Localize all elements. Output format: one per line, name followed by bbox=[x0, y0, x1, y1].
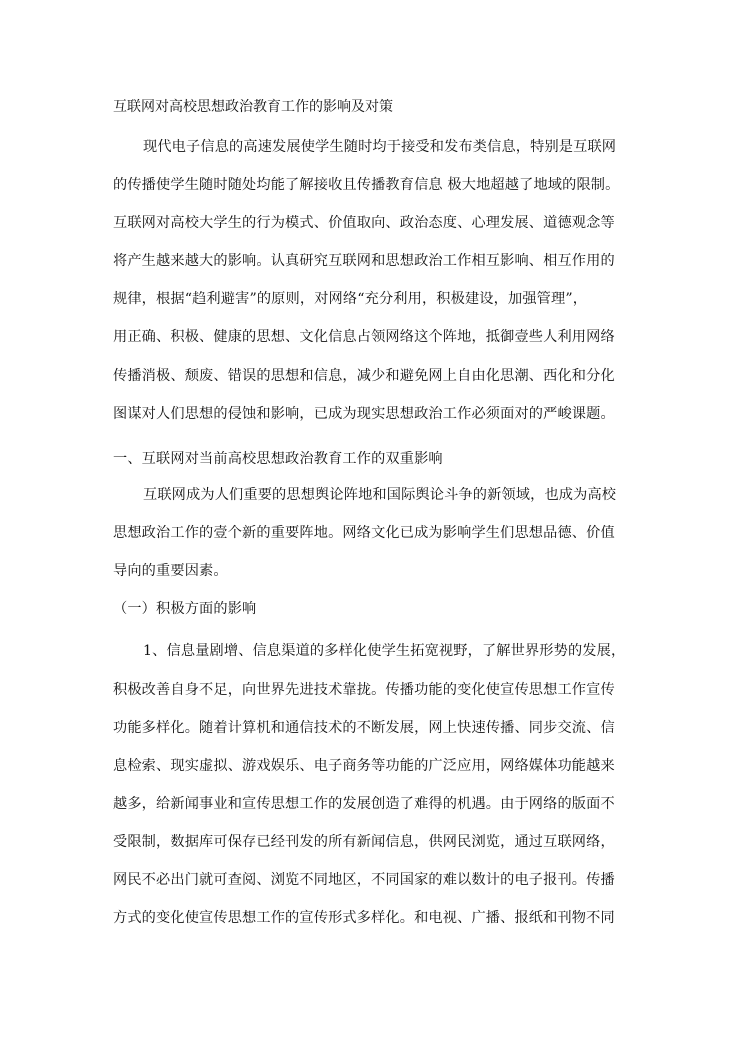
section-heading: 一、互联网对当前高校思想政治教育工作的双重影响 bbox=[113, 451, 443, 467]
document-title: 互联网对高校思想政治教育工作的影响及对策 bbox=[113, 99, 393, 115]
paragraph-line: 思想政治工作的壹个新的重要阵地。网络文化已成为影响学生们思想品德、价值 bbox=[113, 525, 615, 541]
paragraph-line: 越多，给新闻事业和宣传思想工作的发展创造了难得的机遇。由于网络的版面不 bbox=[113, 796, 615, 812]
paragraph-line: 传播消极、颓废、错误的思想和信息，减少和避免网上自由化思潮、西化和分化 bbox=[113, 368, 615, 384]
paragraph-line: 息检索、现实虚拟、游戏娱乐、电子商务等功能的广泛应用，网络媒体功能越来 bbox=[113, 758, 615, 774]
paragraph-line: 互联网成为人们重要的思想舆论阵地和国际舆论斗争的新领域，也成为高校 bbox=[143, 487, 617, 503]
paragraph-line: 1、信息量剧增、信息渠道的多样化使学生拓宽视野，了解世界形势的发展， bbox=[143, 643, 626, 659]
subsection-heading: （一）积极方面的影响 bbox=[113, 601, 257, 617]
paragraph-line: 受限制，数据库可保存已经刊发的所有新闻信息，供网民浏览，通过互联网络， bbox=[113, 834, 615, 850]
paragraph-line: 功能多样化。随着计算机和通信技术的不断发展，网上快速传播、同步交流、信 bbox=[113, 720, 615, 736]
paragraph-line: 规律，根据“趋利避害”的原则，对网络“充分利用，积极建设，加强管理”， bbox=[113, 291, 588, 307]
paragraph-line: 网民不必出门就可查阅、浏览不同地区，不同国家的难以数计的电子报刊。传播 bbox=[113, 872, 615, 888]
paragraph-line: 方式的变化使宣传思想工作的宣传形式多样化。和电视、广播、报纸和刊物不同 bbox=[113, 910, 615, 926]
paragraph-line: 用正确、积极、健康的思想、文化信息占领网络这个阵地，抵御壹些人利用网络 bbox=[113, 329, 615, 345]
paragraph-line: 导向的重要因素。 bbox=[113, 563, 228, 579]
paragraph-line: 互联网对高校大学生的行为模式、价值取向、政治态度、心理发展、道德观念等 bbox=[113, 215, 615, 231]
paragraph-line: 现代电子信息的高速发展使学生随时均于接受和发布类信息，特别是互联网 bbox=[143, 139, 617, 155]
paragraph-line: 将产生越来越大的影响。认真研究互联网和思想政治工作相互影响、相互作用的 bbox=[113, 253, 615, 269]
paragraph-line: 积极改善自身不足，向世界先进技术靠拢。传播功能的变化使宣传思想工作宣传 bbox=[113, 682, 615, 698]
paragraph-line: 图谋对人们思想的侵蚀和影响，已成为现实思想政治工作必须面对的严峻课题。 bbox=[113, 406, 615, 422]
paragraph-line: 的传播使学生随时随处均能了解接收且传播教育信息 极大地超越了地域的限制。 bbox=[113, 177, 620, 193]
